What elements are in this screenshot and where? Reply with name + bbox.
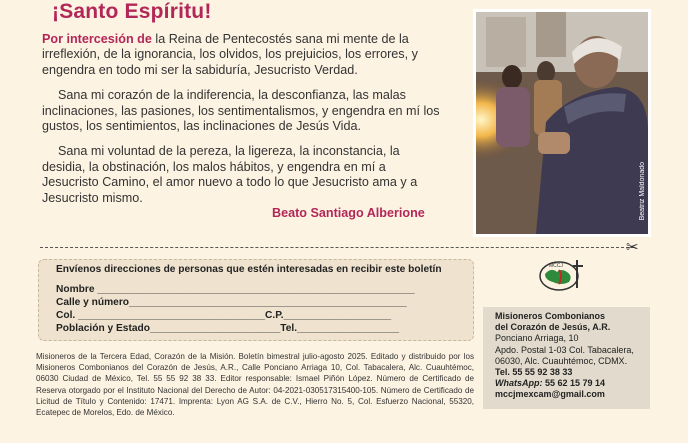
photo-credit: Beatriz Maldonado bbox=[639, 161, 646, 220]
photo-illustration bbox=[476, 12, 648, 234]
form-title: Envíenos direcciones de personas que estén interesadas en recibir este boletín bbox=[56, 264, 442, 275]
whatsapp-label: WhatsApp: bbox=[495, 378, 543, 389]
address-box bbox=[483, 307, 650, 409]
address-line-1: Ponciano Arriaga, 10 bbox=[495, 333, 579, 344]
prayer-lead: Por intercesión de bbox=[42, 32, 152, 46]
prayer-p1-text: la Reina de Pentecostés sana mi mente de la irreflexión, de la ignorancia, los olvidos, los prejuicios, los errores, y engendra en todo mi ser la sabiduría, Jesucristo Verdad. bbox=[42, 32, 418, 77]
org-name-line-1: Misioneros Combonianos bbox=[495, 311, 606, 321]
imprint-text: Misioneros de la Tercera Edad, Corazón de la Misión. Boletín bimestral julio-agosto 2025. Editado y distribuido por los Misioneros Combonianos del Corazón de Jesús, A.R., Calle Ponciano Arriaga 10, Col. Tabacalera, Alc. Cuauhtémoc, 06030 Ciudad de México, Tel. 55 55 92 38 33. Editor responsable: Ismael Piñón López. Número de Certificado de Reserva otorgado por el Instituto Nacional del Derecho de Autor: 04-2021-030517315400-105. Número de Certificado de Licitud de Título y Contenido: 17471. Imprenta: Lyon AG S.A. de C.V., Hierro No. 5, Col. Esfuerzo Nacional, 55320, Ecatepec de Morelos, Edo. de México. bbox=[36, 352, 474, 418]
form-colony-zip-field[interactable]: Col. _________________________________C.P.___________________ bbox=[56, 310, 392, 321]
scissors-icon: ✂ bbox=[626, 239, 639, 256]
cut-line bbox=[40, 247, 634, 248]
org-name-line-2: del Corazón de Jesús, A.R. bbox=[495, 322, 611, 333]
whatsapp-line bbox=[495, 378, 646, 389]
mccj-logo-icon bbox=[537, 258, 589, 292]
prayer-text bbox=[42, 32, 442, 216]
address-line-2: Apdo. Postal 1-03 Col. Tabacalera, bbox=[495, 344, 634, 355]
form-city-phone-field[interactable]: Población y Estado_______________________Tel.__________________ bbox=[56, 323, 400, 334]
form-street-field[interactable]: Calle y número_________________________________________________ bbox=[56, 297, 407, 308]
prayer-paragraph-3: Sana mi voluntad de la pereza, la ligereza, la inconstancia, la desidia, la obstinación, los malos hábitos, y engendra en mí a Jesucristo Camino, el amor nuevo a todo lo que Jesucristo ama y a Jesucristo mismo. bbox=[42, 144, 418, 205]
address-line-3: 06030, Alc. Cuauhtémoc, CDMX. bbox=[495, 355, 628, 366]
logo-text: MCCJ bbox=[549, 263, 563, 269]
prayer-paragraph-1 bbox=[42, 32, 442, 78]
form-name-field[interactable]: Nombre ________________________________________________________ bbox=[56, 284, 415, 295]
prayer-paragraph-2: Sana mi corazón de la indiferencia, la desconfianza, las malas inclinaciones, las pasiones, los sentimentalismos, y engendra en mí los gustos, los sentimientos, las inclinaciones de Jesús Vida. bbox=[42, 88, 440, 134]
page-heading: ¡Santo Espíritu! bbox=[52, 0, 212, 23]
candle-vigil-photo bbox=[473, 9, 651, 237]
whatsapp-number: 55 62 15 79 14 bbox=[542, 378, 606, 389]
prayer-author: Beato Santiago Alberione bbox=[272, 206, 425, 220]
phone-number: Tel. 55 55 92 38 33 bbox=[495, 367, 573, 378]
email-address[interactable]: mccjmexcam@gmail.com bbox=[495, 389, 605, 400]
